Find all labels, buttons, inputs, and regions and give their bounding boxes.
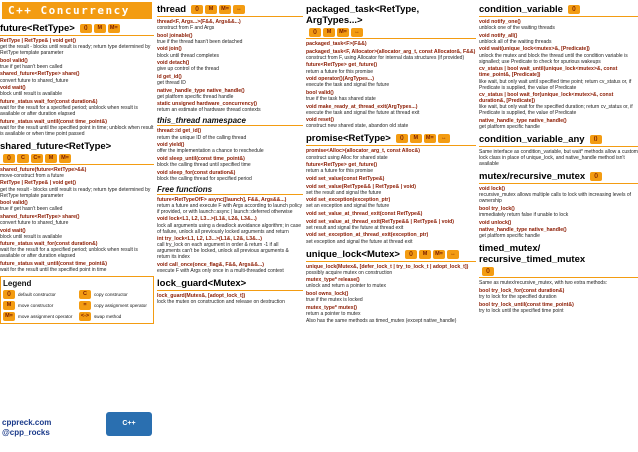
entry-list — [157, 197, 303, 274]
api-signature: void join() — [157, 46, 182, 53]
api-description: Also has the same methods as timed_mutex (except native_handle) — [306, 318, 457, 325]
api-signature: future<RetType> get_future() — [306, 62, 378, 69]
api-signature: void operator()(ArgTypes...) — [306, 76, 374, 83]
entry-list — [0, 38, 154, 137]
api-description: recursive_mutex allows multiple calls to lock with increasing levels of ownership — [479, 192, 632, 205]
api-entry — [479, 46, 638, 64]
section-title: condition_variable_any — [479, 134, 585, 146]
icon-group — [568, 5, 580, 14]
api-entry — [306, 90, 476, 102]
section-title: packaged_task<RetType, ArgTypes...> — [306, 4, 420, 26]
legend-icon: () — [3, 290, 15, 299]
api-signature: void set_value(const RetType&) — [306, 175, 385, 182]
entry-list — [157, 128, 303, 181]
api-signature: thread<F, Args...>(F&&, Args&&...) — [157, 19, 241, 25]
api-entry — [306, 76, 476, 88]
api-description: get the result - blocks until result is ready; return type determined by RetType template parameter — [0, 44, 151, 57]
api-description: wait for the result until the specified point in time; unblock when result is available or when time point passed — [0, 124, 154, 137]
section-thread — [157, 4, 303, 17]
section-title: future<RetType> — [0, 23, 75, 34]
move-assignment-icon: M= — [59, 154, 71, 163]
legend-icon: C — [79, 290, 91, 299]
api-signature: void notify_all() — [479, 32, 518, 39]
api-entry — [306, 41, 476, 47]
legend-icon: = — [79, 301, 91, 310]
section-title: condition_variable — [479, 4, 563, 15]
entry-list — [306, 148, 476, 244]
api-signature: future_status wait_for(const duration&) — [0, 241, 98, 248]
swap-icon: ↔ — [438, 134, 450, 143]
api-entry — [157, 33, 303, 45]
api-signature: void set_value_at_thread_exit(RetType&& | RetType& | void) — [306, 218, 454, 225]
api-entry — [479, 220, 638, 226]
api-signature: bool valid() — [306, 89, 334, 96]
api-signature: native_handle_type native_handle() — [479, 117, 567, 124]
move-assignment-icon: M= — [424, 134, 436, 143]
api-description: unlock the mutex and block the thread until the condition variable is signalled; use Predicate to check for spurious wakeups — [479, 52, 628, 65]
api-signature: void make_ready_at_thread_exit(ArgTypes...) — [306, 103, 418, 110]
default-constructor-icon: () — [80, 24, 92, 33]
api-entry — [479, 33, 638, 45]
api-signature: shared_future(future<RetType>&&) — [0, 166, 87, 173]
api-entry — [479, 19, 638, 31]
api-entry — [306, 232, 476, 244]
api-description: block until thread completes — [157, 52, 219, 59]
api-description: set the result and signal the future — [306, 189, 382, 196]
swap-icon: ↔ — [351, 28, 363, 37]
api-description: try to lock until the specified time point — [479, 307, 564, 314]
api-description: set an exception and signal the future — [306, 203, 390, 210]
api-entry — [157, 197, 303, 215]
api-signature: void set_value(RetType&& | RetType& | void) — [306, 183, 416, 190]
api-signature: void sleep_until(const time_point&) — [157, 155, 245, 162]
icon-group — [191, 5, 245, 14]
move-assignment-icon: M= — [337, 28, 349, 37]
api-signature: RetType | RetType& | void get() — [0, 180, 76, 187]
api-signature: bool joinable() — [157, 32, 193, 39]
legend-grid — [3, 290, 151, 321]
api-entry — [306, 211, 476, 217]
api-description: like wait, but only wait for the specified duration; return cv_status or, if Predicate is supplied, the value of Predicate — [479, 104, 633, 117]
api-signature: void wait(unique_lock<mutex>&, [Predicate]) — [479, 46, 590, 53]
api-description: offer the implementation a chance to reschedule — [157, 148, 264, 155]
section-title: promise<RetType> — [306, 133, 391, 145]
api-description: return a pointer to mutex — [306, 310, 361, 317]
default-constructor-icon: () — [3, 154, 15, 163]
entry-list — [479, 149, 638, 167]
page-title: C++ Concurrency — [2, 2, 152, 19]
move-assignment-icon: M= — [219, 5, 231, 14]
api-entry — [0, 99, 154, 117]
api-entry — [157, 216, 303, 234]
legend-item — [79, 301, 151, 310]
section-future — [0, 23, 154, 36]
api-description: give up control of the thread — [157, 66, 219, 73]
api-entry — [306, 148, 476, 160]
api-entry — [0, 85, 154, 97]
api-description: unblock one of the waiting threads — [479, 25, 555, 32]
api-signature: void notify_one() — [479, 19, 521, 25]
api-signature: bool owns_lock() — [306, 290, 349, 297]
api-signature: id get_id() — [157, 73, 182, 80]
icon-group — [482, 267, 494, 276]
api-description: lock the mutex on construction and release on destruction — [157, 299, 285, 306]
api-description: execute the task and signal the future — [306, 82, 390, 89]
entry-list — [479, 186, 638, 239]
move-constructor-icon: M — [94, 24, 106, 33]
api-entry — [157, 74, 303, 86]
api-entry — [0, 180, 154, 198]
api-signature: native_handle_type native_handle() — [157, 87, 245, 94]
api-signature: bool try_lock() — [479, 205, 515, 212]
api-signature: void reset() — [306, 117, 334, 124]
entry-list — [306, 41, 476, 129]
legend-icon: M — [3, 301, 15, 310]
column-1 — [0, 0, 154, 452]
api-signature: mutex_type* release() — [306, 277, 360, 284]
api-description: wait for the result for a specified period; unblock when result is available or after duration elapsed — [0, 247, 138, 260]
api-entry — [0, 241, 154, 259]
api-description: Same interface as condition_variable, but wait* methods allow a custom lock class in place of unique_lock, and native_handle method isn't available — [479, 149, 638, 168]
api-entry — [306, 197, 476, 209]
section-condition-variable-any — [479, 134, 638, 147]
api-description: get the result - blocks until result is ready; return type determined by RetType template parameter — [0, 186, 151, 199]
api-description: execute F with Args only once in a multi-threaded context — [157, 268, 284, 275]
api-signature: future<RetTypeOfF> async([launch], F&&, Args&&...) — [157, 196, 287, 203]
default-constructor-icon: () — [482, 267, 494, 276]
api-description: true if the task has shared state — [306, 96, 376, 103]
section-shared-future — [0, 141, 154, 165]
move-constructor-icon: M — [419, 250, 431, 259]
api-entry — [157, 60, 303, 72]
api-signature: future<RetType> get_future() — [306, 162, 378, 169]
api-description: like wait, but only wait until specified time point; return cv_status or, if Predicate is supplied, the value of Predicate — [479, 78, 632, 91]
api-entry — [306, 104, 476, 116]
api-signature: static unsigned hardware_concurrency() — [157, 101, 258, 108]
section-mutex — [479, 171, 638, 184]
default-constructor-icon: () — [590, 135, 602, 144]
api-description: return a future and execute F with Args according to launch policy if provided, or with launch::async | launch::deferred otherwise — [157, 202, 303, 215]
api-entry — [157, 236, 303, 260]
legend-icon: M= — [3, 312, 15, 321]
legend-title: Legend — [3, 279, 32, 289]
swap-icon: ↔ — [233, 5, 245, 14]
api-entry — [0, 214, 154, 226]
section-promise — [306, 133, 476, 146]
api-entry — [157, 156, 303, 168]
api-description: unblock all of the waiting threads — [479, 38, 552, 45]
api-entry — [479, 280, 638, 286]
legend-item — [79, 312, 151, 321]
api-entry — [157, 88, 303, 100]
column-2 — [157, 0, 303, 452]
api-entry — [157, 262, 303, 274]
api-description: execute the task and signal the future at thread exit — [306, 109, 420, 116]
default-constructor-icon: () — [405, 250, 417, 259]
api-signature: void unlock() — [479, 219, 512, 226]
default-constructor-icon: () — [396, 134, 408, 143]
move-constructor-icon: M — [323, 28, 335, 37]
api-entry — [306, 219, 476, 231]
entry-list — [0, 167, 154, 273]
legend-label: move constructor — [18, 303, 54, 309]
api-entry — [157, 170, 303, 182]
icon-group — [3, 154, 71, 163]
legend — [0, 276, 154, 324]
move-constructor-icon: M — [45, 154, 57, 163]
api-description: return an estimate of hardware thread contexts — [157, 107, 261, 114]
api-description: wait for the result for a specified period; unblock when result is available or after duration elapsed — [0, 105, 138, 118]
api-signature: future_status wait_until(const time_point&) — [0, 260, 107, 267]
api-entry — [0, 200, 154, 212]
api-description: lock all arguments using a deadlock avoidance algorithm; in case of failure, unlock all previously locked arguments and return — [157, 222, 301, 235]
move-constructor-icon: M — [205, 5, 217, 14]
api-description: call try_lock on each argument in order & return -1 if all arguments can't be locked, unlock all previous arguments & return its index — [157, 242, 289, 261]
api-entry — [0, 167, 154, 179]
legend-item — [3, 290, 75, 299]
api-signature: void detach() — [157, 60, 190, 67]
api-signature: bool valid() — [0, 57, 28, 64]
api-entry — [0, 71, 154, 83]
legend-label: default constructor — [18, 292, 56, 298]
api-entry — [0, 228, 154, 240]
api-entry — [157, 293, 303, 305]
api-signature: future_status wait_until(const time_point&) — [0, 118, 107, 125]
icon-group — [405, 250, 459, 259]
api-signature: RetType | RetType& | void get() — [0, 38, 76, 44]
section-lock-guard — [157, 278, 303, 291]
icon-group — [590, 172, 602, 181]
api-signature: future_status wait_for(const duration&) — [0, 98, 98, 105]
api-signature: void yield() — [157, 142, 185, 149]
api-description: get thread ID — [157, 80, 186, 87]
legend-item — [3, 301, 75, 310]
api-entry — [306, 264, 476, 276]
section-title: thread — [157, 4, 187, 15]
api-entry — [157, 128, 303, 140]
copy-assignment-icon: C= — [31, 154, 43, 163]
api-entry — [306, 291, 476, 303]
legend-item — [3, 312, 75, 321]
entry-list — [306, 264, 476, 325]
api-description: construct using Alloc for shared state — [306, 154, 388, 161]
api-signature: void sleep_for(const duration&) — [157, 169, 236, 176]
api-entry — [306, 162, 476, 174]
api-signature: bool try_lock_until(const time_point&) — [479, 301, 574, 308]
icon-group — [309, 28, 363, 37]
default-constructor-icon: () — [590, 172, 602, 181]
api-signature: packaged_task<F>(F&&) — [306, 41, 367, 47]
api-entry — [479, 186, 638, 204]
footer-handle: @cpp_rocks — [2, 428, 50, 437]
default-constructor-icon: () — [568, 5, 580, 14]
api-signature: void lock() — [479, 186, 505, 193]
api-description: get platform specific thread handle — [157, 93, 234, 100]
default-constructor-icon: () — [309, 28, 321, 37]
move-constructor-icon: M — [410, 134, 422, 143]
section-title: timed_mutex/ recursive_timed_mutex — [479, 243, 586, 266]
api-signature: packaged_task<F, Allocator>(allocator_arg_t, const Allocator&, F&&) — [306, 48, 476, 55]
api-entry — [0, 119, 154, 137]
api-signature: void set_exception_at_thread_exit(exception_ptr) — [306, 232, 429, 239]
api-signature: cv_status | bool wait_until(unique_lock<mutex>&, const time_point&, [Predicate]) — [479, 66, 618, 79]
api-entry — [306, 62, 476, 74]
api-description: get platform specific handle — [479, 233, 540, 240]
api-entry — [479, 288, 638, 300]
api-entry — [479, 149, 638, 167]
api-entry — [306, 318, 476, 324]
api-signature: unique_lock(Mutex&, [defer_lock_t | try_to_lock_t | adopt_lock_t]) — [306, 263, 469, 270]
api-description: possibly acquire mutex on construction — [306, 269, 393, 276]
api-entry — [0, 58, 154, 70]
swap-icon: ↔ — [447, 250, 459, 259]
legend-label: copy constructor — [94, 292, 128, 298]
section-title: mutex/recursive_mutex — [479, 171, 586, 183]
legend-icon: <-> — [80, 313, 90, 320]
api-description: construct from F, using Allocator for internal data structures (if provided) — [306, 54, 465, 61]
api-signature: bool try_lock_for(const duration&) — [479, 287, 565, 294]
api-signature: void call_once(once_flag&, F&&, Args&&...) — [157, 261, 265, 268]
api-description: block until result is available — [0, 91, 62, 98]
api-entry — [479, 206, 638, 218]
api-signature: cv_status | bool wait_for(unique_lock<mutex>&, const duration&, [Predicate]) — [479, 92, 614, 105]
api-description: set result and signal the future at thread exit — [306, 224, 404, 231]
api-description: block until result is available — [0, 233, 62, 240]
section-title: unique_lock<Mutex> — [306, 248, 400, 260]
api-description: construct from F and Args — [157, 25, 215, 32]
api-signature: lock_guard(Mutex&, [adopt_lock_t]) — [157, 293, 246, 300]
icon-group — [590, 135, 602, 144]
legend-item — [79, 290, 151, 299]
api-description: true if the thread hasn't been detached — [157, 38, 243, 45]
api-signature: thread::id get_id() — [157, 128, 202, 135]
api-description: true if get hasn't been called — [0, 63, 63, 70]
column-4 — [479, 0, 638, 452]
api-description: return a future for this promise — [306, 168, 373, 175]
footer-site-link[interactable]: cppreck.com — [2, 418, 52, 427]
api-entry — [157, 142, 303, 154]
api-description: unlock and return a pointer to mutex — [306, 283, 387, 290]
section-unique-lock — [306, 249, 476, 262]
api-signature: mutex_type* mutex() — [306, 304, 358, 311]
move-assignment-icon: M= — [433, 250, 445, 259]
api-description: get platform specific handle — [479, 124, 540, 131]
entry-list — [157, 19, 303, 113]
section-condition-variable — [479, 4, 638, 17]
section-title: shared_future<RetType> — [0, 140, 112, 152]
section-title: lock_guard<Mutex> — [157, 278, 247, 290]
api-description: construct new shared state, abandon old state — [306, 123, 409, 130]
api-description: true if the mutex is locked — [306, 297, 363, 304]
api-entry — [479, 92, 638, 116]
section-timed-mutex — [479, 243, 638, 278]
api-description: block the calling thread until specified time — [157, 162, 251, 169]
legend-label: move assignment operator — [18, 314, 73, 320]
api-signature: shared_future<RetType> share() — [0, 71, 80, 78]
api-signature: void wait() — [0, 227, 26, 234]
api-signature: void lock<L1, L2, L3...>(L1&, L2&, L3&...) — [157, 216, 257, 223]
api-signature: void set_value_at_thread_exit(const RetType&) — [306, 210, 423, 217]
api-description: set exception and signal the future at thread exit — [306, 238, 413, 245]
api-description: convert future to shared_future — [0, 77, 69, 84]
api-entry — [157, 46, 303, 58]
api-entry — [306, 184, 476, 196]
section-packaged-task — [306, 4, 476, 39]
api-entry — [479, 302, 638, 314]
api-description: return the unique ID of the calling thread — [157, 134, 247, 141]
api-signature: bool valid() — [0, 200, 28, 207]
api-entry — [306, 117, 476, 129]
api-signature: int try_lock<L1, L2, L3...>(L1&, L2&, L3&...) — [157, 236, 262, 243]
column-3 — [306, 0, 476, 452]
api-entry — [306, 49, 476, 61]
legend-label: swap method — [94, 314, 122, 320]
api-entry — [306, 176, 476, 182]
footer — [2, 418, 51, 438]
api-entry — [479, 66, 638, 90]
api-signature: shared_future<RetType> share() — [0, 213, 80, 220]
api-description: move-construct from a future — [0, 172, 64, 179]
api-signature: native_handle_type native_handle() — [479, 227, 567, 234]
api-signature: void set_exception(exception_ptr) — [306, 197, 391, 204]
api-description: try to lock for the specified duration — [479, 294, 557, 301]
api-description: true if get hasn't been called — [0, 206, 63, 213]
api-entry — [157, 101, 303, 113]
api-description: wait for the result until the specified point in time — [0, 267, 107, 274]
api-entry — [479, 118, 638, 130]
api-entry — [306, 277, 476, 289]
api-signature: promise<Alloc>(allocator_arg_t, const Alloc&) — [306, 148, 420, 155]
api-signature: void wait() — [0, 85, 26, 92]
api-entry — [479, 227, 638, 239]
api-entry — [306, 305, 476, 317]
api-entry — [0, 38, 154, 56]
api-description: convert future to shared_future — [0, 220, 69, 227]
entry-list — [157, 293, 303, 305]
entry-list — [479, 19, 638, 130]
api-entry — [0, 261, 154, 273]
api-description: block the calling thread for specified period — [157, 175, 252, 182]
section-free-functions: Free functions — [157, 185, 303, 195]
section-this-thread: this_thread namespace — [157, 116, 303, 126]
move-assignment-icon: M= — [108, 24, 120, 33]
legend-label: copy assignment operator — [94, 303, 147, 309]
api-entry — [157, 19, 303, 31]
icon-group — [80, 24, 120, 33]
api-description: return a future for this promise — [306, 68, 373, 75]
icon-group — [396, 134, 450, 143]
api-description: Same as mutex/recursive_mutex, with two extra methods: — [479, 280, 608, 287]
logo: C++ — [106, 412, 152, 436]
entry-list — [479, 280, 638, 313]
api-description: immediately return false if unable to lock — [479, 212, 569, 219]
default-constructor-icon: () — [191, 5, 203, 14]
copy-constructor-icon: C — [17, 154, 29, 163]
